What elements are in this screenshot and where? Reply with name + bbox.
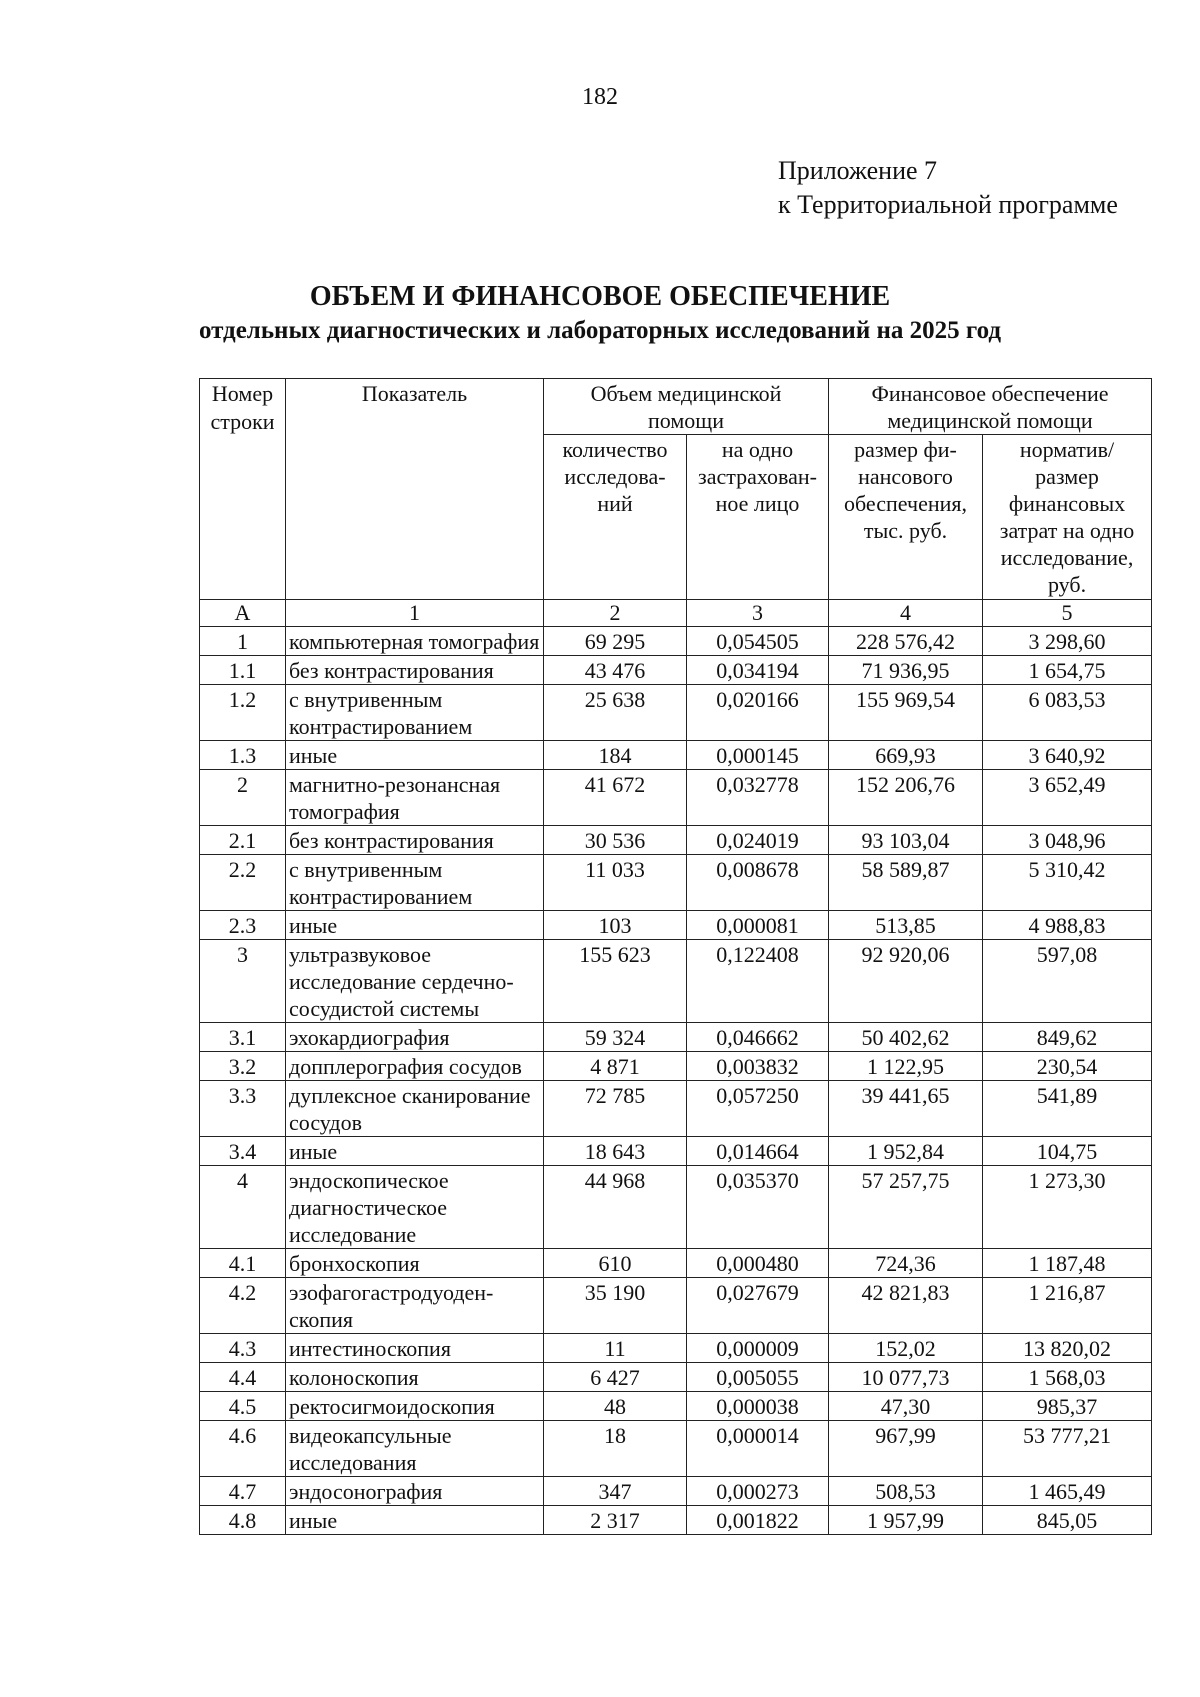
header-volume-group: Объем медицинской помощи (544, 379, 829, 435)
header-count: количество исследова-ний (544, 435, 687, 600)
table-row (200, 940, 1152, 1023)
header-finance-group: Финансовое обеспечение медицинской помощи (829, 379, 1152, 435)
index-cell: 3 (687, 600, 829, 627)
count-cell: 25 638 (544, 685, 687, 741)
per-person-cell: 0,024019 (687, 826, 829, 855)
finance-cell: 92 920,06 (829, 940, 983, 1023)
finance-cell: 39 441,65 (829, 1081, 983, 1137)
finance-cell: 10 077,73 (829, 1363, 983, 1392)
header-row-number: Номер строки (200, 379, 286, 600)
table-row (200, 685, 1152, 741)
indicator-cell: иные (286, 741, 544, 770)
header-row-1 (200, 379, 1152, 435)
document-title (0, 280, 1200, 348)
count-cell: 69 295 (544, 627, 687, 656)
header-per-person: на одно застрахован-ное лицо (687, 435, 829, 600)
norm-cell: 3 652,49 (983, 770, 1152, 826)
appendix-note (778, 154, 1118, 222)
table-row (200, 1023, 1152, 1052)
norm-cell: 3 640,92 (983, 741, 1152, 770)
finance-cell: 1 957,99 (829, 1506, 983, 1535)
row-number-cell: 4.1 (200, 1249, 286, 1278)
norm-cell: 104,75 (983, 1137, 1152, 1166)
indicator-cell: без контрастирования (286, 656, 544, 685)
norm-cell: 53 777,21 (983, 1421, 1152, 1477)
table-row (200, 1363, 1152, 1392)
count-cell: 6 427 (544, 1363, 687, 1392)
norm-cell: 849,62 (983, 1023, 1152, 1052)
header-indicator: Показатель (286, 379, 544, 600)
indicator-cell: ультразвуковое исследование сердечно-сосудистой системы (286, 940, 544, 1023)
count-cell: 184 (544, 741, 687, 770)
table-row (200, 1334, 1152, 1363)
table-row (200, 1477, 1152, 1506)
table-row (200, 1392, 1152, 1421)
row-number-cell: 1.2 (200, 685, 286, 741)
finance-cell: 93 103,04 (829, 826, 983, 855)
norm-cell: 541,89 (983, 1081, 1152, 1137)
indicator-cell: допплерография сосудов (286, 1052, 544, 1081)
per-person-cell: 0,057250 (687, 1081, 829, 1137)
table-row (200, 1137, 1152, 1166)
norm-cell: 5 310,42 (983, 855, 1152, 911)
index-cell: 1 (286, 600, 544, 627)
norm-cell: 1 465,49 (983, 1477, 1152, 1506)
index-cell: 4 (829, 600, 983, 627)
indicator-cell: видеокапсульные исследования (286, 1421, 544, 1477)
per-person-cell: 0,122408 (687, 940, 829, 1023)
index-cell: А (200, 600, 286, 627)
per-person-cell: 0,003832 (687, 1052, 829, 1081)
table-row (200, 627, 1152, 656)
finance-cell: 228 576,42 (829, 627, 983, 656)
norm-cell: 1 654,75 (983, 656, 1152, 685)
count-cell: 103 (544, 911, 687, 940)
row-number-cell: 1 (200, 627, 286, 656)
norm-cell: 1 568,03 (983, 1363, 1152, 1392)
row-number-cell: 3 (200, 940, 286, 1023)
table-row (200, 656, 1152, 685)
norm-cell: 6 083,53 (983, 685, 1152, 741)
table-row (200, 770, 1152, 826)
norm-cell: 13 820,02 (983, 1334, 1152, 1363)
per-person-cell: 0,000038 (687, 1392, 829, 1421)
finance-cell: 152,02 (829, 1334, 983, 1363)
norm-cell: 3 048,96 (983, 826, 1152, 855)
header-norm: норматив/ размер финансовых затрат на одно исследование, руб. (983, 435, 1152, 600)
indicator-cell: иные (286, 1137, 544, 1166)
per-person-cell: 0,054505 (687, 627, 829, 656)
indicator-cell: дуплексное сканирование сосудов (286, 1081, 544, 1137)
per-person-cell: 0,000480 (687, 1249, 829, 1278)
per-person-cell: 0,008678 (687, 855, 829, 911)
row-number-cell: 4 (200, 1166, 286, 1249)
finance-cell: 152 206,76 (829, 770, 983, 826)
per-person-cell: 0,027679 (687, 1278, 829, 1334)
per-person-cell: 0,035370 (687, 1166, 829, 1249)
indicator-cell: иные (286, 1506, 544, 1535)
count-cell: 35 190 (544, 1278, 687, 1334)
count-cell: 59 324 (544, 1023, 687, 1052)
row-number-cell: 2.2 (200, 855, 286, 911)
indicator-cell: интестиноскопия (286, 1334, 544, 1363)
norm-cell: 1 273,30 (983, 1166, 1152, 1249)
row-number-cell: 1.1 (200, 656, 286, 685)
row-number-cell: 4.6 (200, 1421, 286, 1477)
title-line-2: отдельных диагностических и лабораторных исследований на 2025 год (198, 317, 1002, 344)
finance-cell: 724,36 (829, 1249, 983, 1278)
indicator-cell: эхокардиография (286, 1023, 544, 1052)
indicator-cell: магнитно-резонансная томография (286, 770, 544, 826)
indicator-cell: колоноскопия (286, 1363, 544, 1392)
norm-cell: 3 298,60 (983, 627, 1152, 656)
per-person-cell: 0,000009 (687, 1334, 829, 1363)
count-cell: 44 968 (544, 1166, 687, 1249)
finance-cell: 513,85 (829, 911, 983, 940)
count-cell: 18 643 (544, 1137, 687, 1166)
per-person-cell: 0,034194 (687, 656, 829, 685)
count-cell: 610 (544, 1249, 687, 1278)
table-row (200, 1081, 1152, 1137)
row-number-cell: 4.3 (200, 1334, 286, 1363)
count-cell: 48 (544, 1392, 687, 1421)
row-number-cell: 4.8 (200, 1506, 286, 1535)
norm-cell: 985,37 (983, 1392, 1152, 1421)
indicator-cell: бронхоскопия (286, 1249, 544, 1278)
row-number-cell: 3.1 (200, 1023, 286, 1052)
indicator-cell: с внутривенным контрастированием (286, 855, 544, 911)
title-line-1: ОБЪЕМ И ФИНАНСОВОЕ ОБЕСПЕЧЕНИЕ (309, 281, 891, 312)
finance-cell: 42 821,83 (829, 1278, 983, 1334)
finance-cell: 57 257,75 (829, 1166, 983, 1249)
table-row (200, 1506, 1152, 1535)
row-number-cell: 2.1 (200, 826, 286, 855)
finance-cell: 1 952,84 (829, 1137, 983, 1166)
index-row (200, 600, 1152, 627)
count-cell: 41 672 (544, 770, 687, 826)
count-cell: 155 623 (544, 940, 687, 1023)
per-person-cell: 0,000014 (687, 1421, 829, 1477)
table-row (200, 1421, 1152, 1477)
table-body (200, 627, 1152, 1535)
row-number-cell: 2.3 (200, 911, 286, 940)
per-person-cell: 0,032778 (687, 770, 829, 826)
finance-cell: 669,93 (829, 741, 983, 770)
indicator-cell: эзофагогастродуоден-скопия (286, 1278, 544, 1334)
indicator-cell: иные (286, 911, 544, 940)
table-row (200, 1052, 1152, 1081)
finance-cell: 58 589,87 (829, 855, 983, 911)
data-table (199, 378, 1152, 1535)
table-row (200, 1166, 1152, 1249)
per-person-cell: 0,005055 (687, 1363, 829, 1392)
row-number-cell: 1.3 (200, 741, 286, 770)
count-cell: 72 785 (544, 1081, 687, 1137)
table-row (200, 826, 1152, 855)
per-person-cell: 0,046662 (687, 1023, 829, 1052)
row-number-cell: 3.4 (200, 1137, 286, 1166)
indicator-cell: с внутривенным контрастированием (286, 685, 544, 741)
row-number-cell: 4.7 (200, 1477, 286, 1506)
per-person-cell: 0,001822 (687, 1506, 829, 1535)
table-row (200, 911, 1152, 940)
per-person-cell: 0,000081 (687, 911, 829, 940)
indicator-cell: эндосонография (286, 1477, 544, 1506)
finance-cell: 47,30 (829, 1392, 983, 1421)
row-number-cell: 3.3 (200, 1081, 286, 1137)
count-cell: 30 536 (544, 826, 687, 855)
count-cell: 18 (544, 1421, 687, 1477)
norm-cell: 1 216,87 (983, 1278, 1152, 1334)
indicator-cell: компьютерная томография (286, 627, 544, 656)
finance-cell: 1 122,95 (829, 1052, 983, 1081)
norm-cell: 845,05 (983, 1506, 1152, 1535)
norm-cell: 4 988,83 (983, 911, 1152, 940)
table-row (200, 1278, 1152, 1334)
count-cell: 43 476 (544, 656, 687, 685)
per-person-cell: 0,000273 (687, 1477, 829, 1506)
norm-cell: 1 187,48 (983, 1249, 1152, 1278)
indicator-cell: эндоскопическое диагностическое исследование (286, 1166, 544, 1249)
norm-cell: 597,08 (983, 940, 1152, 1023)
finance-cell: 50 402,62 (829, 1023, 983, 1052)
header-finance-size: размер фи-нансового обеспечения, тыс. руб. (829, 435, 983, 600)
count-cell: 347 (544, 1477, 687, 1506)
per-person-cell: 0,014664 (687, 1137, 829, 1166)
count-cell: 2 317 (544, 1506, 687, 1535)
row-number-cell: 4.5 (200, 1392, 286, 1421)
finance-cell: 155 969,54 (829, 685, 983, 741)
table-row (200, 855, 1152, 911)
finance-cell: 71 936,95 (829, 656, 983, 685)
page-number: 182 (582, 84, 618, 110)
index-cell: 2 (544, 600, 687, 627)
indicator-cell: без контрастирования (286, 826, 544, 855)
row-number-cell: 2 (200, 770, 286, 826)
count-cell: 4 871 (544, 1052, 687, 1081)
row-number-cell: 4.2 (200, 1278, 286, 1334)
table-row (200, 741, 1152, 770)
finance-cell: 508,53 (829, 1477, 983, 1506)
count-cell: 11 033 (544, 855, 687, 911)
row-number-cell: 4.4 (200, 1363, 286, 1392)
appendix-line-1: Приложение 7 (778, 156, 938, 185)
appendix-line-2: к Территориальной программе (778, 190, 1118, 219)
finance-cell: 967,99 (829, 1421, 983, 1477)
table-row (200, 1249, 1152, 1278)
per-person-cell: 0,020166 (687, 685, 829, 741)
per-person-cell: 0,000145 (687, 741, 829, 770)
index-cell: 5 (983, 600, 1152, 627)
norm-cell: 230,54 (983, 1052, 1152, 1081)
row-number-cell: 3.2 (200, 1052, 286, 1081)
count-cell: 11 (544, 1334, 687, 1363)
indicator-cell: ректосигмоидоскопия (286, 1392, 544, 1421)
